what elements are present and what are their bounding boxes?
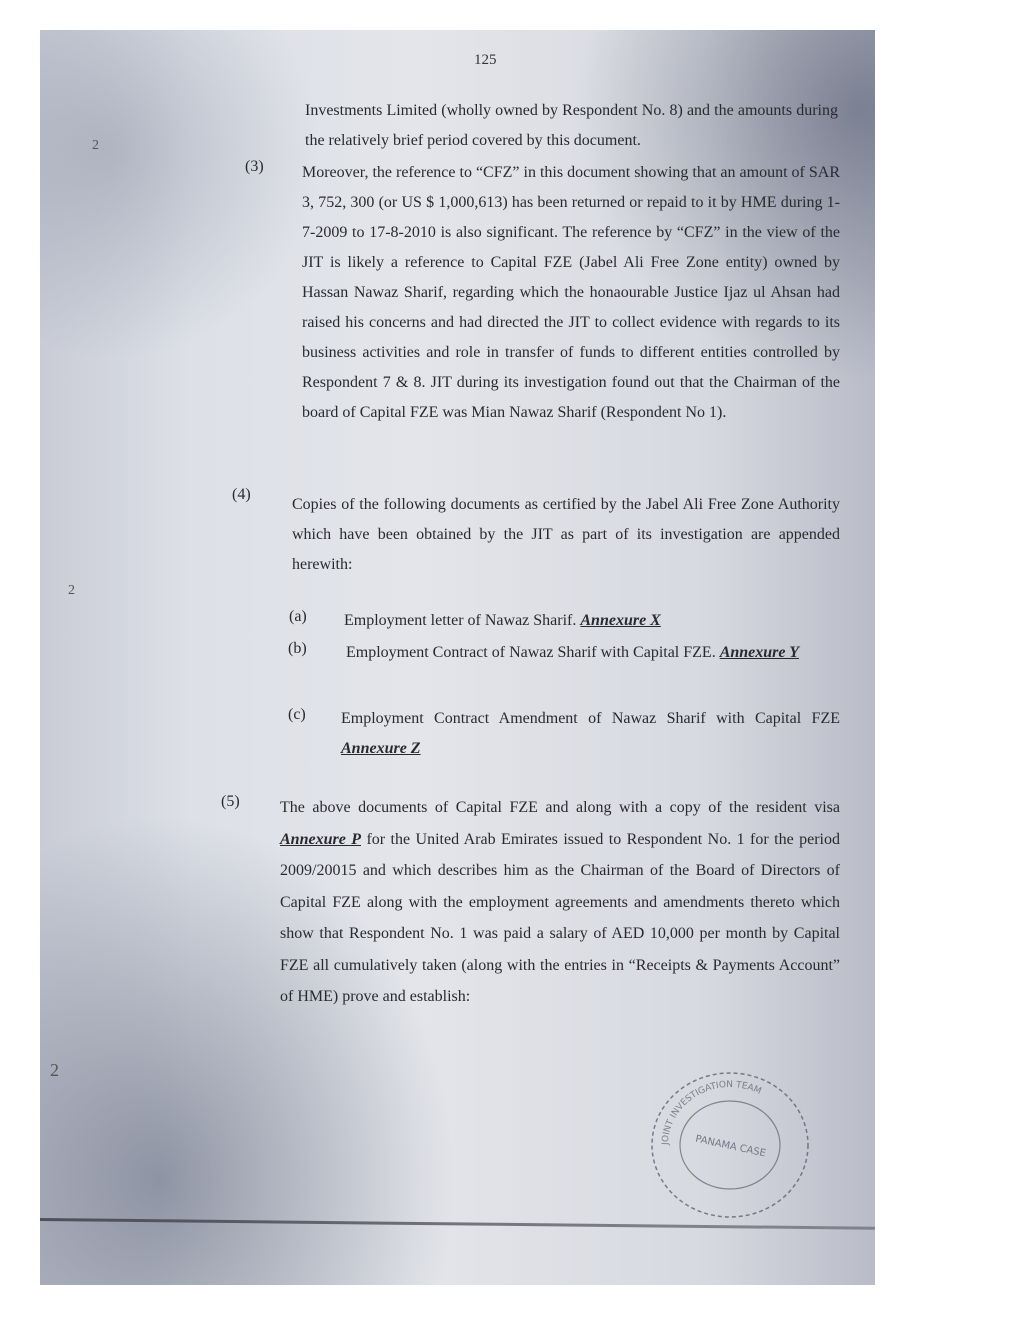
annexure-z: Annexure Z: [341, 740, 421, 757]
annexure-y: Annexure Y: [719, 644, 799, 661]
annexure-p: Annexure P: [280, 830, 362, 848]
item-3-number: (3): [245, 158, 264, 175]
annexure-x: Annexure X: [580, 612, 661, 629]
sub-item-b-number: (b): [288, 640, 307, 657]
sub-item-b-text: [346, 638, 840, 668]
margin-mark: 2: [92, 138, 99, 153]
official-stamp: [640, 1065, 820, 1225]
paragraph-continuation: Investments Limited (wholly owned by Respondent No. 8) and the amounts during the relatively brief period covered by this document.: [305, 102, 838, 149]
item-5-number: (5): [221, 793, 240, 810]
margin-mark: 2: [68, 583, 75, 598]
item-5-text-after: for the United Arab Emirates issued to Respondent No. 1 for the period 2009/20015 and which describes him as the Chairman of the Board of Directors of Capital FZE along with the employment agreements and amendments thereto which show that Respondent No. 1 was paid a salary of AED 10,000 per month by Capital FZE all cumulatively taken (along with the entries in “Receipts & Payments Account” of HME) prove and establish:: [280, 830, 841, 1005]
sub-item-b-label: Employment Contract of Nawaz Sharif with Capital FZE.: [346, 644, 716, 661]
margin-mark: 2: [50, 1060, 59, 1080]
document-photo: [40, 30, 875, 1285]
item-5-text-before: The above documents of Capital FZE and along with a copy of the resident visa: [280, 799, 840, 816]
sub-item-a-text: [344, 606, 840, 636]
sub-item-c-number: (c): [288, 706, 306, 723]
item-4-number: (4): [232, 486, 251, 503]
stamp-center-text: PANAMA CASE: [694, 1133, 767, 1160]
item-3-text: Moreover, the reference to “CFZ” in this document showing that an amount of SAR 3, 752, 300 (or US $ 1,000,613) has been returned or repaid to it by HME during 1-7-2009 to 17-8-2010 is also significant. The reference by “CFZ” in the view of the JIT is likely a reference to Capital FZE (Jabel Ali Free Zone entity) owned by Hassan Nawaz Sharif, regarding which the honaourable Justice Ijaz ul Ahsan had raised his concerns and had directed the JIT to collect evidence with regards to its business activities and role in transfer of funds to different entities controlled by Respondent 7 & 8. JIT during its investigation found out that the Chairman of the board of Capital FZE was Mian Nawaz Sharif (Respondent No 1).: [302, 164, 840, 421]
sub-item-a-number: (a): [289, 608, 307, 625]
sub-item-a-label: Employment letter of Nawaz Sharif.: [344, 612, 577, 629]
item-4-text: Copies of the following documents as certified by the Jabel Ali Free Zone Authority which have been obtained by the JIT as part of its investigation are appended herewith:: [292, 496, 840, 573]
sub-item-c-label: Employment Contract Amendment of Nawaz Sharif with Capital FZE: [341, 710, 840, 727]
stamp-ring-text: JOINT INVESTIGATION TEAM: [660, 1079, 763, 1146]
item-5-text: [280, 792, 840, 1013]
page-number: 125: [474, 52, 497, 68]
sub-item-c-text: [341, 704, 840, 764]
